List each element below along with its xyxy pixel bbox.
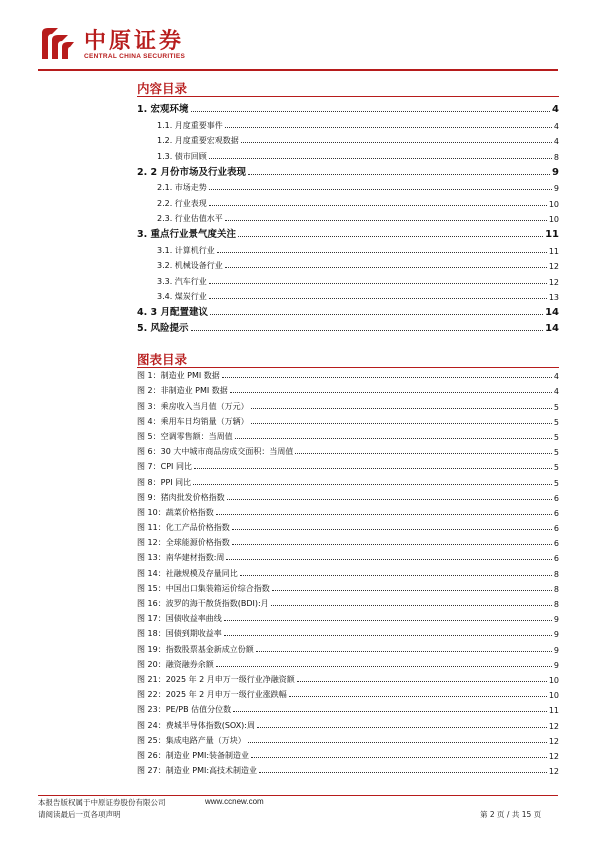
toc-entry-page: 14 [545, 307, 559, 318]
toc-entry-label: 2. 2 月份市场及行业表现 [137, 166, 246, 178]
figure-dot-leader [251, 756, 547, 758]
figure-list-entry[interactable] [137, 563, 559, 578]
figure-entry-label: 图 7：CPI 同比 [137, 462, 192, 472]
figure-dot-leader [240, 574, 552, 576]
figure-entry-page: 4 [553, 372, 559, 382]
figure-dot-leader [227, 498, 552, 500]
figure-dot-leader [193, 483, 552, 485]
toc-section-entry[interactable] [137, 287, 559, 303]
toc-entry-label: 3.2. 机械设备行业 [157, 261, 223, 270]
toc-chapter-entry[interactable] [137, 318, 559, 334]
figure-dot-leader [272, 589, 552, 591]
toc-entry-page: 11 [548, 246, 559, 256]
figure-list-entry[interactable] [137, 609, 559, 624]
toc-entry-label: 5. 风险提示 [137, 323, 189, 334]
toc-entry-page: 9 [552, 166, 559, 178]
figure-list-entry[interactable] [137, 700, 559, 715]
figure-list-entry[interactable] [137, 533, 559, 548]
toc-entry-label: 1. 宏观环境 [137, 104, 189, 115]
figure-dot-leader [289, 695, 547, 697]
figure-list-entry[interactable] [137, 685, 559, 700]
figure-entry-label: 图 20：融资融券余额 [137, 659, 214, 669]
figure-dot-leader [222, 376, 552, 378]
header-divider [38, 69, 558, 71]
toc-dot-leader [209, 282, 547, 284]
figure-dot-leader [295, 452, 552, 454]
figure-entry-label: 图 19：指数股票基金新成立份额 [137, 644, 254, 654]
figure-entry-label: 图 3：乘房收入当月值（万元） [137, 401, 249, 411]
figure-list-entry[interactable] [137, 381, 559, 396]
figure-dot-leader [233, 710, 547, 712]
figure-dot-leader [230, 391, 552, 393]
figure-entry-page: 6 [553, 524, 559, 534]
toc-entry-label: 2.2. 行业表现 [157, 198, 207, 208]
figure-dot-leader [257, 726, 547, 728]
toc-dot-leader [238, 235, 543, 237]
figure-entry-page: 5 [553, 417, 559, 427]
figure-dot-leader [251, 407, 552, 409]
toc-section-entry[interactable] [137, 115, 559, 131]
figure-entry-page: 12 [548, 721, 559, 731]
figure-list-entry[interactable] [137, 457, 559, 472]
figure-dot-leader [226, 558, 551, 560]
figure-dot-leader [224, 619, 552, 621]
toc-entry-page: 12 [548, 277, 559, 287]
toc-entry-page: 12 [548, 262, 559, 271]
toc-section-entry[interactable] [137, 178, 559, 194]
central-china-securities-logo-icon [38, 25, 76, 61]
toc-section-entry[interactable] [137, 240, 559, 256]
figure-entry-page: 12 [548, 767, 559, 777]
figure-list-entry[interactable] [137, 396, 559, 411]
figure-dot-leader [216, 665, 552, 667]
toc-dot-leader [209, 157, 552, 159]
toc-chapter-entry[interactable] [137, 162, 559, 178]
figure-dot-leader [224, 634, 552, 636]
figure-list-entry[interactable] [137, 366, 559, 381]
figure-list-entry[interactable] [137, 488, 559, 503]
figure-dot-leader [259, 771, 547, 773]
figure-list-entry[interactable] [137, 442, 559, 457]
toc-entry-label: 2.1. 市场走势 [157, 183, 207, 192]
figure-dot-leader [248, 741, 547, 743]
toc-entry-label: 3. 重点行业景气度关注 [137, 229, 237, 240]
figure-entry-page: 6 [553, 539, 559, 549]
figure-entry-page: 6 [553, 508, 559, 518]
toc-entry-label: 3.4. 煤炭行业 [157, 292, 207, 301]
table-of-contents [137, 99, 559, 334]
figure-entry-label: 图 8：PPI 同比 [137, 477, 192, 487]
figure-entry-label: 图 16：波罗的海干散货指数(BDI):月 [137, 599, 269, 608]
toc-dot-leader [210, 313, 543, 315]
footer-page-info: 第 2 页 / 共 15 页 [480, 810, 542, 819]
figure-list-entry[interactable] [137, 472, 559, 487]
toc-dot-leader [209, 297, 547, 299]
toc-dot-leader [225, 126, 552, 128]
figure-entry-page: 9 [553, 660, 559, 670]
toc-title: 内容目录 [137, 81, 188, 96]
footer-divider [38, 795, 558, 796]
figure-entry-label: 图 21：2025 年 2 月申万一级行业净融资额 [137, 674, 295, 684]
figure-entry-page: 5 [553, 463, 559, 473]
toc-dot-leader [225, 266, 547, 268]
figure-entry-page: 10 [548, 691, 559, 701]
figure-dot-leader [232, 543, 552, 545]
figure-dot-leader [271, 604, 552, 606]
figure-entry-label: 图 25：集成电路产量（万块） [137, 735, 246, 745]
toc-chapter-entry[interactable] [137, 302, 559, 318]
figure-dot-leader [216, 513, 552, 515]
toc-entry-label: 1.1. 月度重要事件 [157, 120, 223, 130]
toc-entry-label: 3.3. 汽车行业 [157, 276, 207, 286]
figure-entry-label: 图 26：制造业 PMI:装备制造业 [137, 750, 250, 760]
toc-dot-leader [191, 110, 551, 112]
figure-entry-page: 11 [548, 706, 559, 716]
figure-list-entry[interactable] [137, 503, 559, 518]
toc-dot-leader [241, 141, 552, 143]
figure-list-entry[interactable] [137, 427, 559, 442]
figure-entry-label: 图 14：社融规模及存量同比 [137, 568, 238, 578]
figure-entry-label: 图 12：全球能源价格指数 [137, 538, 230, 548]
logo-chinese-name: 中原证券 [84, 28, 185, 54]
figure-dot-leader [235, 437, 552, 439]
figure-entry-label: 图 13：南华建材指数:周 [137, 553, 225, 563]
figure-list-entry[interactable] [137, 639, 559, 654]
toc-entry-label: 3.1. 计算机行业 [157, 245, 215, 255]
toc-entry-page: 10 [548, 215, 559, 224]
logo-english-name: CENTRAL CHINA SECURITIES [84, 53, 186, 60]
figure-list-entry[interactable] [137, 731, 559, 746]
figure-entry-label: 图 6：30 大中城市商品房成交面积：当周值 [137, 447, 294, 457]
toc-chapter-entry[interactable] [137, 99, 559, 115]
figure-dot-leader [232, 528, 552, 530]
toc-entry-page: 13 [548, 293, 559, 302]
figure-entry-page: 10 [548, 675, 559, 685]
figure-entry-page: 8 [553, 569, 559, 579]
figure-list-entry[interactable] [137, 761, 559, 776]
figure-entry-page: 5 [553, 402, 559, 412]
toc-title-rule [137, 96, 559, 97]
toc-section-entry[interactable] [137, 146, 559, 162]
toc-dot-leader [217, 251, 547, 253]
toc-dot-leader [248, 173, 550, 175]
figure-entry-page: 8 [553, 600, 559, 609]
figure-entry-page: 6 [553, 554, 559, 564]
figure-list-entry[interactable] [137, 579, 559, 594]
figure-entry-page: 6 [553, 493, 559, 503]
toc-entry-label: 1.2. 月度重要宏观数据 [157, 136, 239, 145]
toc-section-entry[interactable] [137, 256, 559, 272]
figure-dot-leader [194, 467, 552, 469]
toc-dot-leader [209, 204, 547, 206]
figure-entry-label: 图 5：空调零售额：当周值 [137, 431, 233, 441]
toc-entry-label: 1.3. 债市回顾 [157, 151, 207, 161]
figures-title: 图表目录 [137, 352, 188, 367]
figure-list-entry[interactable] [137, 746, 559, 761]
figure-list-entry[interactable] [137, 548, 559, 563]
figure-entry-label: 图 10：蔬菜价格指数 [137, 507, 214, 517]
figure-dot-leader [251, 422, 552, 424]
toc-entry-label: 2.3. 行业估值水平 [157, 214, 223, 223]
footer-copyright: 本报告版权属于中原证券股份有限公司 [38, 798, 166, 807]
page-header [0, 0, 595, 72]
toc-dot-leader [225, 219, 547, 221]
figure-entry-page: 9 [553, 615, 559, 625]
figure-dot-leader [297, 680, 547, 682]
figure-entry-page: 9 [553, 630, 559, 640]
figure-entry-page: 9 [553, 645, 559, 655]
figure-list-entry[interactable] [137, 412, 559, 427]
figure-entry-label: 图 15：中国出口集装箱运价综合指数 [137, 583, 270, 593]
figure-entry-page: 12 [548, 751, 559, 761]
figure-entry-label: 图 22：2025 年 2 月申万一级行业涨跌幅 [137, 690, 287, 700]
toc-dot-leader [209, 188, 552, 190]
toc-entry-page: 4 [553, 121, 559, 131]
figure-entry-page: 4 [553, 387, 559, 397]
figure-entry-label: 图 23：PE/PB 估值分位数 [137, 705, 232, 715]
toc-entry-page: 8 [553, 152, 559, 162]
figure-entry-page: 12 [548, 736, 559, 746]
figure-list [137, 366, 559, 776]
toc-section-entry[interactable] [137, 271, 559, 287]
toc-entry-page: 4 [552, 104, 559, 115]
figure-entry-page: 5 [553, 478, 559, 488]
figure-entry-label: 图 9：猪肉批发价格指数 [137, 492, 225, 502]
toc-section-entry[interactable] [137, 193, 559, 209]
toc-chapter-entry[interactable] [137, 224, 559, 240]
figure-entry-label: 图 17：国债收益率曲线 [137, 614, 222, 624]
figure-entry-label: 图 18：国债到期收益率 [137, 629, 222, 639]
figure-entry-label: 图 2：非制造业 PMI 数据 [137, 386, 228, 396]
figure-list-entry[interactable] [137, 518, 559, 533]
toc-entry-page: 14 [545, 323, 559, 334]
figure-entry-label: 图 24：费城半导体指数(SOX):周 [137, 720, 256, 730]
figure-entry-page: 5 [553, 448, 559, 458]
figure-entry-label: 图 1：制造业 PMI 数据 [137, 371, 220, 381]
footer-disclaimer: 请阅读最后一页各项声明 [38, 810, 121, 819]
toc-entry-page: 9 [553, 184, 559, 193]
figure-entry-page: 5 [553, 432, 559, 442]
toc-entry-label: 4. 3 月配置建议 [137, 307, 208, 318]
figure-entry-label: 图 27：制造业 PMI:高技术制造业 [137, 766, 258, 776]
figure-dot-leader [256, 650, 552, 652]
figure-list-entry[interactable] [137, 715, 559, 730]
figure-list-entry[interactable] [137, 624, 559, 639]
figure-entry-label: 图 11：化工产品价格指数 [137, 523, 230, 533]
figure-list-entry[interactable] [137, 670, 559, 685]
figure-list-entry[interactable] [137, 594, 559, 609]
toc-dot-leader [191, 329, 544, 331]
toc-entry-page: 11 [545, 229, 559, 240]
figure-list-entry[interactable] [137, 655, 559, 670]
toc-entry-page: 4 [553, 137, 559, 146]
figure-entry-page: 8 [553, 584, 559, 594]
figure-entry-label: 图 4：乘用车日均销量（万辆） [137, 416, 249, 426]
toc-section-entry[interactable] [137, 131, 559, 147]
footer-website[interactable]: www.ccnew.com [205, 797, 264, 806]
toc-entry-page: 10 [548, 199, 559, 209]
toc-section-entry[interactable] [137, 209, 559, 225]
